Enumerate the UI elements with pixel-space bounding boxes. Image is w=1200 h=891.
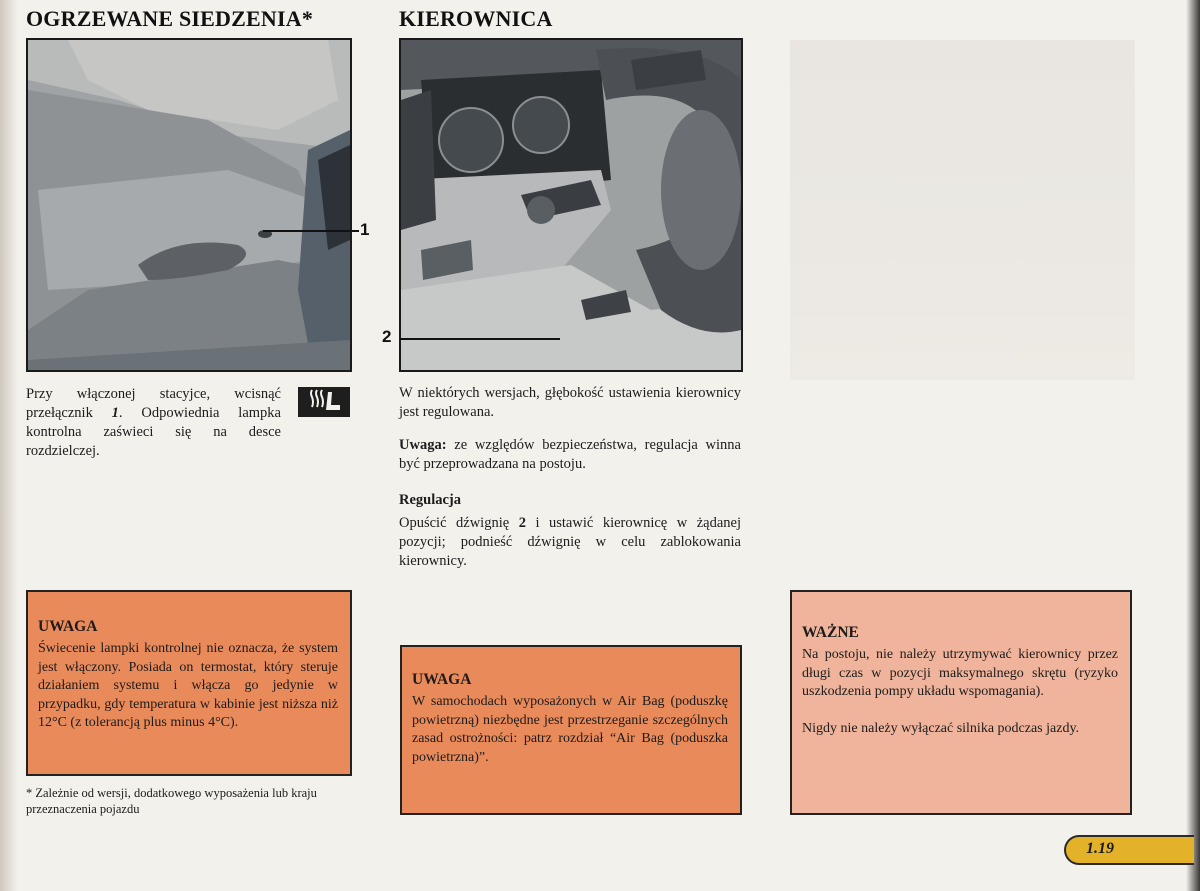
airbag-warning-box <box>400 645 742 815</box>
heated-seat-instructions: Przy włączonej stacyjce, wcisnąć przełącznik 1. Odpowiednia lampka kontrolna zaświeci się na desce rozdzielczej. <box>26 386 281 459</box>
callout-line-1 <box>263 230 351 232</box>
callout-label-1: 1 <box>360 220 370 239</box>
steering-intro: W niektórych wersjach, głębokość ustawienia kierownicy jest regulowana. <box>399 385 741 420</box>
steering-wheel-title: KIEROWNICA <box>399 6 553 31</box>
page-gutter-shadow <box>0 0 18 891</box>
heated-seats-title: OGRZEWANE SIEDZENIA* <box>26 6 314 31</box>
steering-photo <box>399 38 743 372</box>
seat-warning-text: Świecenie lampki kontrolnej nie oznacza, że system jest włączony. Posiada on termostat, który steruje działaniem systemu i włącza go jedynie w przypadku, gdy temperatura w kabinie jest niższa niż 12°C (z tolerancją plus minus 4°C). <box>38 641 338 730</box>
heated-seat-icon <box>298 387 350 417</box>
important-title: WAŻNE <box>802 624 859 641</box>
important-box <box>790 590 1132 815</box>
faded-background-area <box>790 40 1135 380</box>
seat-illustration <box>28 40 350 370</box>
seat-photo <box>26 38 352 372</box>
page-number-tab <box>1064 835 1194 865</box>
adjustment-text: Opuścić dźwignię 2 i ustawić kierownicę w żądanej pozycji; podnieść dźwignię w celu zablokowania kierownicy. <box>399 515 741 569</box>
important-text-1: Na postoju, nie należy utrzymywać kierownicy przez długi czas w pozycji maksymalnego skrętu (ryzyko uszkodzenia pompy układu wspomagania). <box>802 647 1118 699</box>
adjustment-heading: Regulacja <box>399 492 462 508</box>
steering-illustration <box>401 40 741 370</box>
important-text-2: Nigdy nie należy wyłączać silnika podczas jazdy. <box>802 720 1080 736</box>
callout-label-2: 2 <box>382 327 392 346</box>
page-edge-shadow <box>1186 0 1200 891</box>
page-number: 1.19 <box>1086 840 1114 857</box>
steering-note: Uwaga: ze względów bezpieczeństwa, regulacja winna być przeprowadzana na postoju. <box>399 437 741 472</box>
seat-warning-box <box>26 590 352 776</box>
callout-line-2 <box>400 338 560 340</box>
airbag-warning-title: UWAGA <box>412 671 472 688</box>
footnote: * Zależnie od wersji, dodatkowego wyposażenia lub kraju przeznaczenia pojazdu <box>26 786 317 816</box>
callout-line-1-ext <box>351 230 359 232</box>
airbag-warning-text: W samochodach wyposażonych w Air Bag (poduszkę powietrzną) niezbędne jest przestrzeganie szczególnych zasad ostrożności: patrz rozdział “Air Bag (poduszka powietrzna)”. <box>412 694 728 765</box>
seat-warning-title: UWAGA <box>38 618 98 635</box>
